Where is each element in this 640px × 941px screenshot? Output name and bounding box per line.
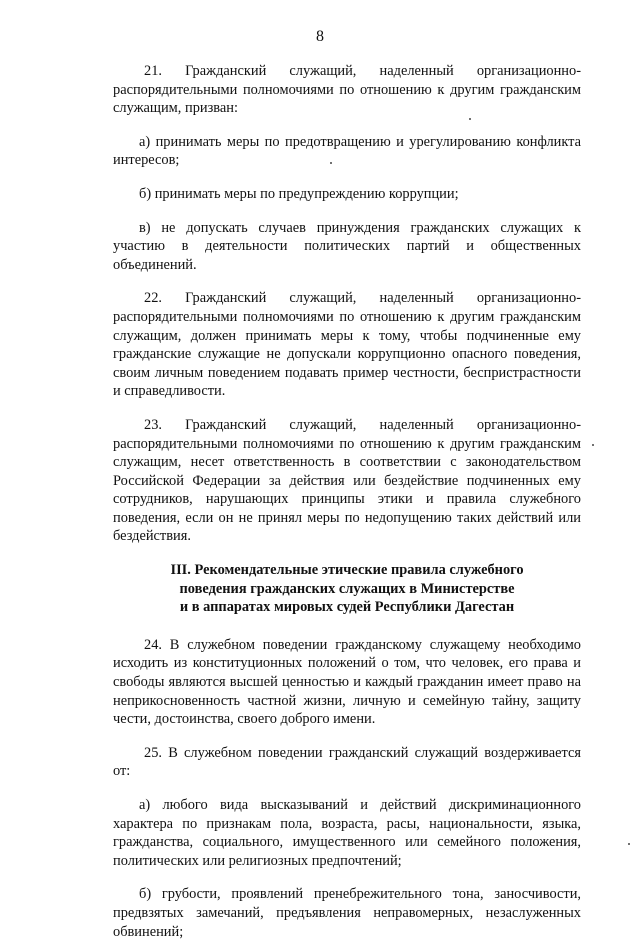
- paragraph-21: 21. Гражданский служащий, наделенный организационно-распорядительными полномочиями по отношению к другим гражданским служащим, призван:: [113, 63, 581, 117]
- page-number: 8: [316, 28, 324, 45]
- paragraph-21-a: а) принимать меры по предотвращению и урегулированию конфликта интересов;: [113, 133, 581, 169]
- paragraph-23: 23. Гражданский служащий, наделенный организационно-распорядительными полномочиями по отношению к другим гражданским служащим, несет ответственность в соответствии с законодательством Российской Федерации за действия или бездействие подчиненных ему сотрудников, нарушающих принципы этики и правила служебного поведения, если он не принял меры по недопущению таких действий или бездействия.: [113, 416, 581, 545]
- section-title-line: III. Рекомендательные этические правила служебного: [170, 562, 524, 579]
- paragraph-21-v: в) не допускать случаев принуждения гражданских служащих к участию в деятельности политических партий и общественных объединений.: [113, 219, 581, 273]
- paragraph-25-a: а) любого вида высказываний и действий дискриминационного характера по признакам пола, возраста, расы, национальности, языка, гражданства, социального, имущественного или семейного положения, политических или религиозных предпочтений;: [113, 797, 581, 869]
- section-title-line: и в аппаратах мировых судей Республики Дагестан: [179, 599, 515, 616]
- scan-speck: [592, 444, 594, 446]
- paragraph-24: 24. В служебном поведении гражданскому служащему необходимо исходить из конституционных положений о том, что человек, его права и свободы являются высшей ценностью и каждый гражданин имеет право на неприкосновенность частной жизни, личную и семейную тайну, защиту чести, достоинства, своего доброго имени.: [113, 636, 581, 728]
- scan-speck: [628, 843, 630, 845]
- paragraph-21-b: б) принимать меры по предупреждению коррупции;: [139, 185, 459, 202]
- paragraph-22: 22. Гражданский служащий, наделенный организационно-распорядительными полномочиями по отношению к другим гражданским служащим, должен принимать меры к тому, чтобы подчиненные ему гражданские служащие не допускали коррупционно опасного поведения, своим личным поведением подавать пример честности, беспристрастности и справедливости.: [113, 290, 581, 400]
- section-title: [113, 561, 581, 617]
- scan-speck: [330, 162, 332, 164]
- document-body: [113, 62, 581, 941]
- paragraph-25: 25. В служебном поведении гражданский служащий воздерживается от:: [113, 744, 581, 780]
- paragraph-25-b: б) грубости, проявлений пренебрежительного тона, заносчивости, предвзятых замечаний, предъявления неправомерных, незаслуженных обвинений;: [113, 886, 581, 940]
- section-title-line: поведения гражданских служащих в Министерстве: [179, 580, 515, 597]
- scan-speck: [469, 118, 471, 120]
